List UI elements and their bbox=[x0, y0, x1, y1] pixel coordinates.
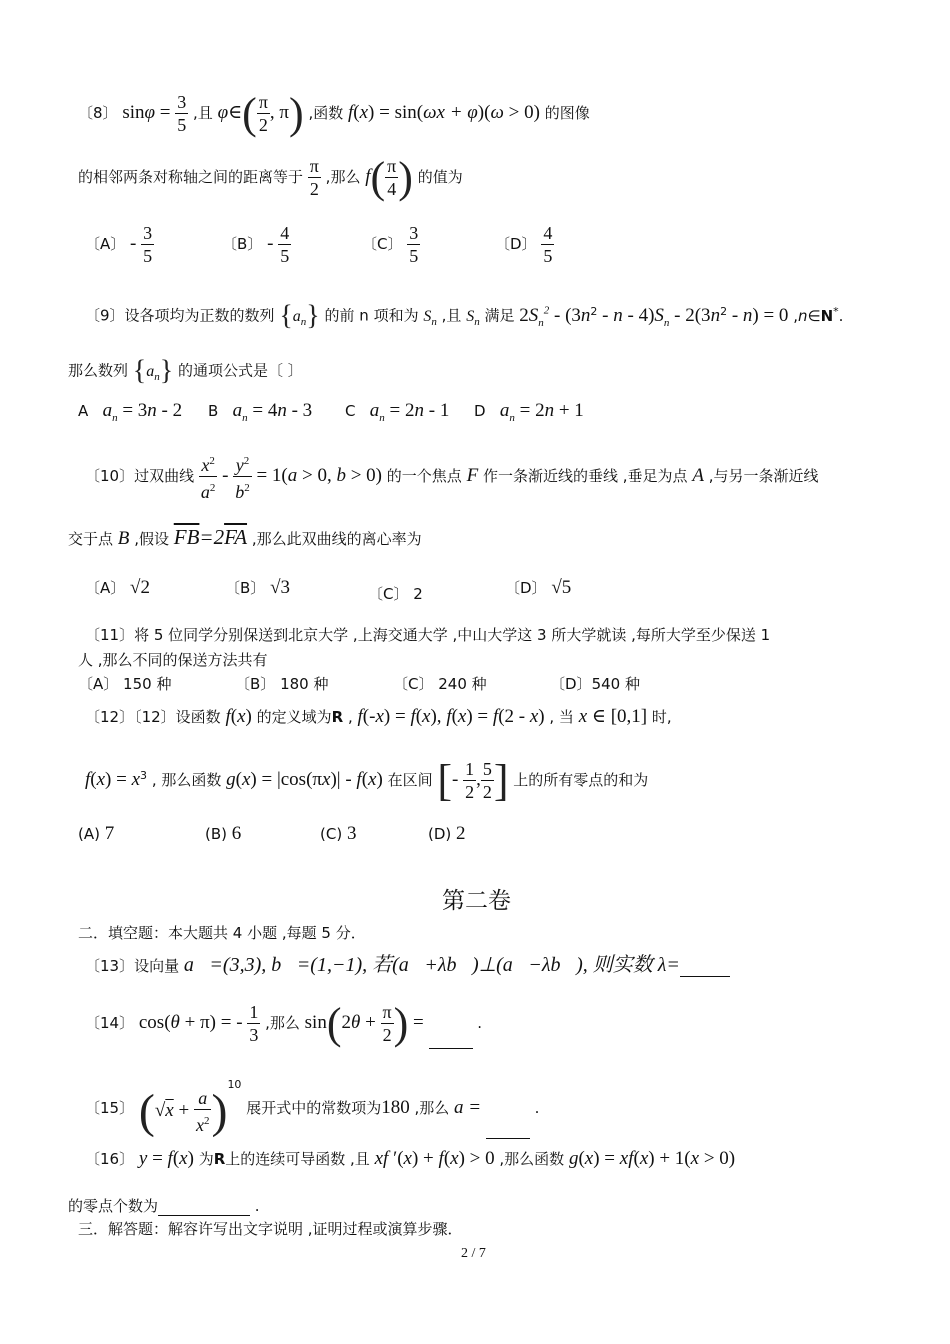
q10-option-a: 〔A〕 √2 bbox=[85, 577, 150, 598]
q8-option-c: 〔C〕 $\frac{3}{5}$ bbox=[362, 223, 419, 266]
q9-line2: 那么数列 $\{a_n\}$ 的通项公式是〔 〕 bbox=[68, 355, 303, 386]
q9-option-b: B $a_n = 4n - 3$ bbox=[208, 400, 313, 424]
q10-vec: $\overline{FB}=2\overline{FA}$ bbox=[173, 525, 248, 549]
q16-g: g(x) = xf(x) + 1(x > 0) bbox=[568, 1148, 736, 1169]
q11-line2: 人 ,那么不同的保送方法共有 bbox=[78, 651, 268, 669]
q8-option-b: 〔B〕 - $\frac{4}{5}$ bbox=[222, 223, 290, 266]
solve-header: 三．解答题：解容许写出文字说明 ,证明过程或演算步骤． bbox=[78, 1220, 463, 1238]
q9-option-a: A $a_n = 3n - 2$ bbox=[78, 400, 183, 424]
fill-in-header: 二．填空题：本大题共 4 小题 ,每题 5 分． bbox=[78, 924, 366, 942]
q9-seq2: $\{a_n\}$ bbox=[132, 355, 174, 386]
q10-line2: 交于点 B ,假设 $\overline{FB}=2\overline{FA}$ ,那么此双曲线的离心率为 bbox=[68, 525, 422, 549]
q16-line1: 〔16〕 y = f(x) 为R上的连续可导函数 ,且 xf ′(x) + f(x) > 0 ,那么函数 g(x) = xf(x) + 1(x > 0) bbox=[85, 1148, 736, 1169]
q14-ask: sin(2θ + $\frac{\pi}{2}$ ) = bbox=[304, 999, 429, 1048]
q8-option-a: 〔A〕 - $\frac{3}{5}$ bbox=[85, 223, 153, 266]
q11-option-c: 〔C〕 240 种 bbox=[393, 675, 487, 693]
q12-interval: [- $\frac{1}{2}$ , $\frac{5}{2}$ ] bbox=[437, 756, 509, 805]
q12-g: g(x) = |cos(πx)| - f(x) bbox=[226, 769, 383, 790]
q10-option-b: 〔B〕 √3 bbox=[225, 577, 291, 598]
q12-line2: $f(x) = x^3$ , 那么函数 g(x) = |cos(πx)| - f(x) 在区间 [- $\frac{1}{2}$ , $\frac{5}{2}$ ] 上的所有零点的和为 bbox=[85, 756, 649, 805]
q9-line1: 〔9〕设各项均为正数的数列 $\{a_n\}$ 的前 n 项和为 $S_n$ ,且 $S_n$ 满足 $2S_n^2 - (3n^2 - n - 4)S_n - 2(3n^2 - n) = 0$ ,n∈N*. bbox=[85, 300, 844, 331]
q12-option-a: (A) 7 bbox=[78, 823, 115, 844]
q12-cond: f(-x) = f(x), f(x) = f(2 - x) bbox=[357, 706, 545, 727]
q12-option-c: (C) 3 bbox=[320, 823, 357, 844]
q10-option-d: 〔D〕 √5 bbox=[505, 577, 572, 598]
q8-ask: f( $\frac{\pi}{4}$ ) bbox=[365, 153, 413, 202]
q8-line2: 的相邻两条对称轴之间的距离等于 $\frac{\pi}{2}$ ,那么 f( $\frac{\pi}{4}$ ) 的值为 bbox=[78, 153, 463, 202]
q10-line1: 〔10〕过双曲线 $\frac{x^2}{a^2}$ - $\frac{y^2}{b^2}$ = 1(a > 0, b > 0) 的一个焦点 F 作一条渐近线的垂线 ,垂足为点 A ,与另一条渐近线 bbox=[85, 450, 818, 503]
q8-line1: 〔8〕 sinφ = $\frac{3}{5}$ ,且 φ∈( $\frac{\pi}{2}$ , π) ,函数 f(x) = sin(ωx + φ)(ω > 0) 的图像 bbox=[78, 89, 590, 138]
q8-cond2: φ∈( $\frac{\pi}{2}$ , π) bbox=[217, 89, 304, 138]
q8-func: f bbox=[348, 102, 354, 123]
q16-line2: 的零点个数为 . bbox=[68, 1197, 260, 1215]
page-number: 2 / 7 bbox=[461, 1246, 486, 1261]
q9-option-c: C $a_n = 2n - 1$ bbox=[345, 400, 450, 424]
q16-blank[interactable] bbox=[158, 1197, 250, 1216]
q14-blank[interactable] bbox=[429, 1030, 473, 1049]
q9-option-d: D $a_n = 2n + 1$ bbox=[474, 400, 584, 424]
q15-expr: (√x + $\frac{a}{x^2}$ )$^{10}$ bbox=[138, 1078, 242, 1138]
q8-label: 〔8〕 bbox=[78, 104, 118, 122]
q8-dist: $\frac{\pi}{2}$ bbox=[309, 156, 319, 199]
q14-cond: cos(θ + π) = - $\frac{1}{3}$ bbox=[138, 1002, 259, 1045]
q12-line1: 〔12〕〔12〕设函数 f(x) 的定义域为R , f(-x) = f(x), f(x) = f(2 - x) , 当 x ∈ [0,1] 时, bbox=[85, 706, 672, 727]
q13-expr: a⃗=(3,3), b⃗=(1,−1), 若(a⃗+λb⃗)⊥(a⃗−λb⃗), 则实数 λ= bbox=[183, 954, 680, 976]
q14-line: 〔14〕 cos(θ + π) = - $\frac{1}{3}$ ,那么 sin(2θ + $\frac{\pi}{2}$ ) = . bbox=[85, 999, 483, 1048]
q9-sn: $S_n$ bbox=[423, 307, 437, 328]
q9-seq: $\{a_n\}$ bbox=[279, 300, 320, 331]
q11-option-a: 〔A〕 150 种 bbox=[78, 675, 172, 693]
q8-option-d: 〔D〕 $\frac{4}{5}$ bbox=[495, 223, 553, 266]
q16-y: y = f(x) bbox=[138, 1148, 194, 1169]
q12-range: x ∈ [0,1] bbox=[578, 706, 648, 727]
q15-line: 〔15〕 (√x + $\frac{a}{x^2}$ )$^{10}$ 展开式中的常数项为180 ,那么 a = . bbox=[85, 1078, 540, 1138]
q12-option-d: (D) 2 bbox=[428, 823, 466, 844]
q10-option-c: 〔C〕 2 bbox=[368, 585, 423, 603]
q15-blank[interactable] bbox=[486, 1120, 530, 1139]
q11-option-d: 〔D〕540 种 bbox=[550, 675, 640, 693]
q11-option-b: 〔B〕 180 种 bbox=[235, 675, 329, 693]
q10-curve: $\frac{x^2}{a^2}$ - $\frac{y^2}{b^2}$ = 1(a > 0, b > 0) bbox=[199, 467, 382, 485]
q16-cond: xf ′(x) + f(x) > 0 bbox=[374, 1148, 495, 1169]
q8-cond1: sinφ = $\frac{3}{5}$ bbox=[122, 92, 187, 135]
q13-line: 〔13〕设向量 a⃗=(3,3), b⃗=(1,−1), 若(a⃗+λb⃗)⊥(a⃗−λb⃗), 则实数 λ= bbox=[85, 948, 730, 977]
q13-blank[interactable] bbox=[680, 956, 730, 977]
q12-fx: $f(x) = x^3$ bbox=[85, 769, 148, 790]
section-title: 第二卷 bbox=[442, 888, 511, 914]
q9-equation: $2S_n^2 - (3n^2 - n - 4)S_n - 2(3n^2 - n) = 0$ bbox=[519, 304, 789, 329]
q12-option-b: (B) 6 bbox=[205, 823, 242, 844]
q11-line1: 〔11〕将 5 位同学分别保送到北京大学 ,上海交通大学 ,中山大学这 3 所大学就读 ,每所大学至少保送 1 bbox=[85, 626, 771, 644]
